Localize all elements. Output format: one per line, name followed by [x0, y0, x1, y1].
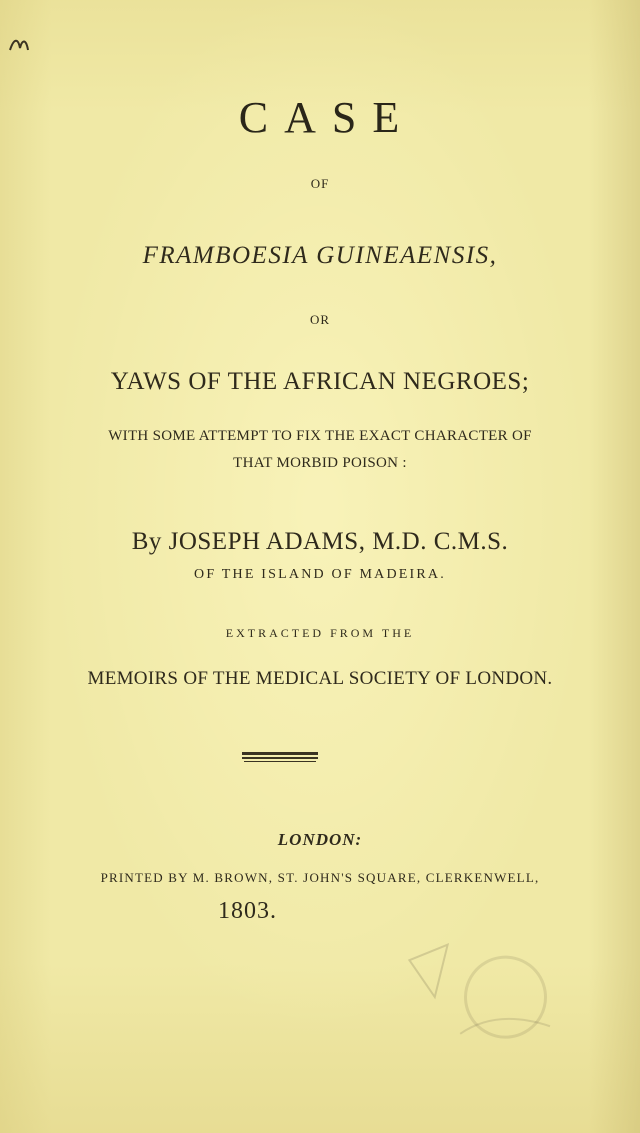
title-disease-english: YAWS OF THE AFRICAN NEGROES; [110, 368, 530, 395]
subtitle-line-1: WITH SOME ATTEMPT TO FIX THE EXACT CHARACTER OF [108, 428, 532, 444]
library-stamp-icon [387, 918, 583, 1072]
imprint-year: 1803. [218, 898, 277, 924]
source-memoirs: MEMOIRS OF THE MEDICAL SOCIETY OF LONDON. [87, 668, 553, 689]
imprint-printer: PRINTED BY M. BROWN, ST. JOHN'S SQUARE, CLERKENWELL, [100, 870, 540, 885]
imprint-city: LONDON: [277, 830, 363, 849]
title-of: OF [310, 176, 330, 191]
title-or: OR [309, 312, 331, 327]
author-location: OF THE ISLAND OF MADEIRA. [194, 567, 446, 582]
ornamental-rule [242, 752, 318, 762]
ink-mark-icon [4, 28, 44, 58]
source-extracted: EXTRACTED FROM THE [225, 626, 415, 640]
title-case: CASE [238, 93, 416, 142]
author-byline: By JOSEPH ADAMS, M.D. C.M.S. [131, 528, 509, 555]
title-disease-latin: FRAMBOESIA GUINEAENSIS, [142, 242, 498, 269]
subtitle-line-2: THAT MORBID POISON : [233, 455, 407, 471]
